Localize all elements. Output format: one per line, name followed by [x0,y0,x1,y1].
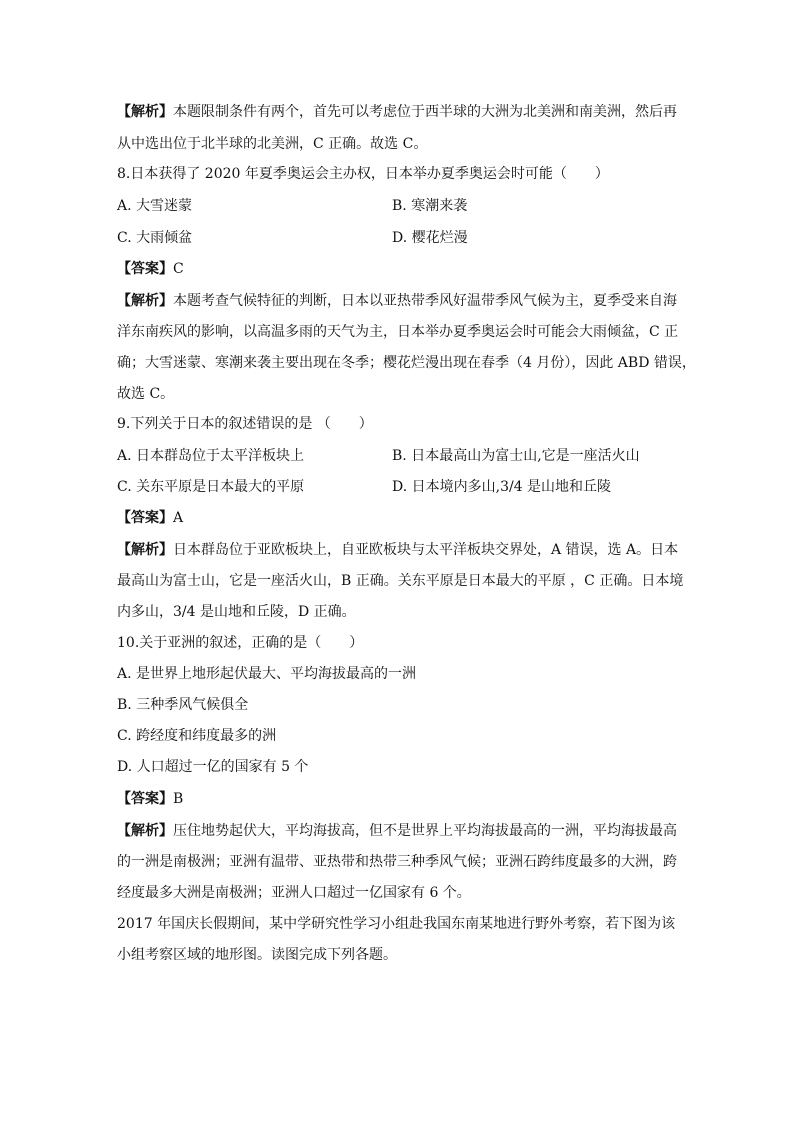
q10-answer-tag: 【答案】 [117,791,173,807]
q10-analysis-text-1: 压住地势起伏大，平均海拔高，但不是世界上平均海拔最高的一洲，平均海拔最高 [173,823,677,839]
q9-option-d: D. 日本境内多山,3/4 是山地和丘陵 [392,479,612,495]
q8-option-b: B. 寒潮来袭 [392,198,468,214]
q8-analysis-line-3: 确；大雪迷蒙、寒潮来袭主要出现在冬季；樱花烂漫出现在春季（4 月份），因此 ABD 错误， [117,355,696,371]
q8-analysis-text-1: 本题考查气候特征的判断，日本以亚热带季风好温带季风气候为主，夏季受来自海 [173,293,677,309]
q9-answer-tag: 【答案】 [117,510,173,526]
q10-answer [117,788,677,810]
q7-analysis-line-1 [117,101,677,123]
q10-option-a: A. 是世界上地形起伏最大、平均海拔最高的一洲 [117,666,417,682]
q9-option-c: C. 关东平原是日本最大的平原 [117,479,305,495]
q10-analysis-tag: 【解析】 [117,823,173,839]
q8-stem: 8.日本获得了 2020 年夏季奥运会主办权，日本举办夏季奥运会时可能（ ） [117,166,609,182]
q10-answer-value: B [173,791,184,807]
q9-option-b: B. 日本最高山为富士山,它是一座活火山 [392,448,640,464]
intro-line-2: 小组考察区域的地形图。读图完成下列各题。 [117,947,397,963]
q9-option-a: A. 日本群岛位于太平洋板块上 [117,448,305,464]
q8-answer-tag: 【答案】 [117,261,173,277]
q9-analysis-line-3: 内多山，3/4 是山地和丘陵，D 正确。 [117,604,356,620]
q9-stem: 9.下列关于日本的叙述错误的是 （ ） [117,416,373,432]
q8-analysis-line-2: 洋东南疾风的影响，以高温多雨的天气为主，日本举办夏季奥运会时可能会大雨倾盆，C 正 [117,324,679,340]
intro-line-1: 2017 年国庆长假期间，某中学研究性学习小组赴我国东南某地进行野外考察，若下图为该 [117,916,676,932]
q10-stem: 10.关于亚洲的叙述，正确的是（ ） [117,635,364,651]
q8-option-d: D. 樱花烂漫 [392,230,468,246]
q10-analysis-line-3: 经度最多大洲是南极洲；亚洲人口超过一亿国家有 6 个。 [117,885,471,901]
q10-option-d: D. 人口超过一亿的国家有 5 个 [117,759,309,775]
q8-analysis-line-4: 故选 C。 [117,386,175,402]
q10-option-c: C. 跨经度和纬度最多的洲 [117,728,277,744]
q8-option-c: C. 大雨倾盆 [117,230,193,246]
q8-answer-value: C [173,261,184,277]
q9-analysis-text-1: 日本群岛位于亚欧板块上，自亚欧板块与太平洋板块交界处，A 错误，选 A。日本 [173,542,679,558]
q10-option-b: B. 三种季风气候俱全 [117,697,249,713]
q7-analysis-tag: 【解析】 [117,104,173,120]
q9-answer-value: A [173,510,184,526]
q9-analysis-tag: 【解析】 [117,542,173,558]
q8-analysis-line-1 [117,290,677,312]
q9-analysis-line-1 [117,539,677,561]
q10-analysis-line-1 [117,820,677,842]
q8-analysis-tag: 【解析】 [117,293,173,309]
q7-analysis-text-1: 本题限制条件有两个，首先可以考虑位于西半球的大洲为北美洲和南美洲，然后再 [173,104,677,120]
q7-analysis-line-2: 从中选出位于北半球的北美洲，C 正确。故选 C。 [117,136,428,152]
q9-analysis-line-2: 最高山为富士山，它是一座活火山，B 正确。关东平原是日本最大的平原 ，C 正确。日本境 [117,573,684,589]
q9-answer [117,507,677,529]
q8-option-a: A. 大雪迷蒙 [117,198,193,214]
q10-analysis-line-2: 的一洲是南极洲；亚洲有温带、亚热带和热带三种季风气候；亚洲石跨纬度最多的大洲，跨 [117,854,677,870]
q8-answer [117,258,677,280]
